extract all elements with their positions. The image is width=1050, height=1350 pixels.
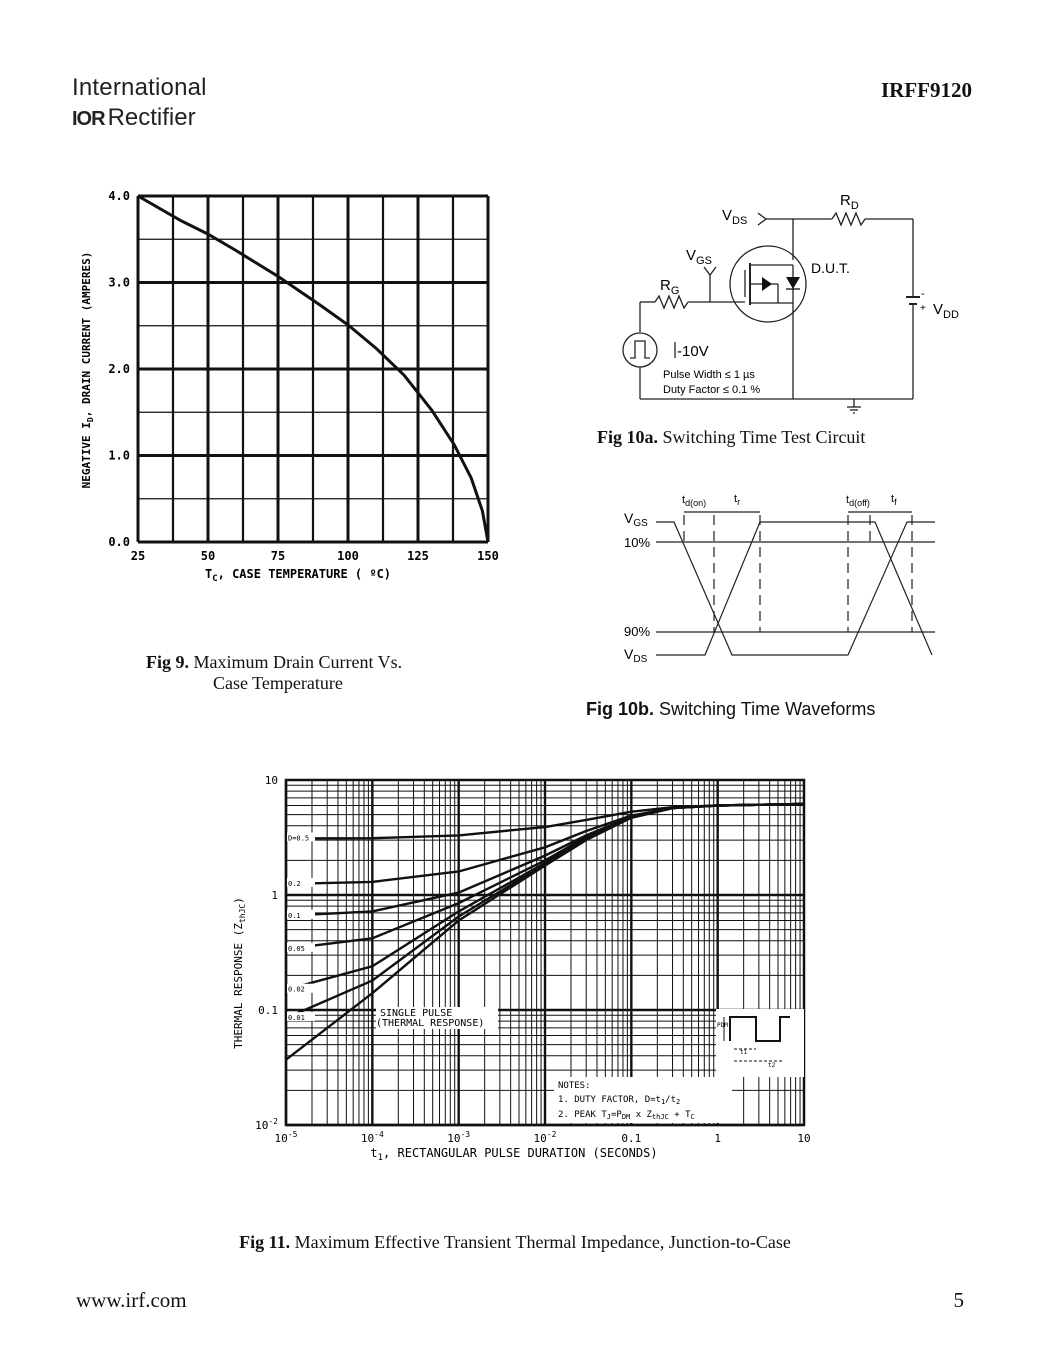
note-1: 1. DUTY FACTOR, $D=t_1/t_2$ — [558, 1095, 681, 1106]
fig11-series-label: 0.02 — [288, 985, 305, 994]
footer-url[interactable]: www.irf.com — [76, 1288, 187, 1312]
fig11-series-labels — [287, 832, 315, 1022]
fig9-chart — [60, 180, 510, 600]
fig11-x-tick-label: $10^{-5}$ — [274, 1130, 298, 1145]
page-number: 5 — [953, 1288, 964, 1312]
fig9-caption-text-1: Maximum Drain Current Vs. — [193, 652, 403, 672]
vdd-label: $V_{DD}$ — [933, 301, 959, 321]
ninety-percent-label: 90% — [624, 624, 651, 639]
dut-label: D.U.T. — [811, 260, 850, 276]
fig9-y-tick-labels — [108, 189, 130, 549]
fig9-x-tick-label: 25 — [130, 549, 146, 563]
fig11-series-label: 0.01 — [288, 1014, 305, 1023]
company-name-line1: International — [72, 74, 207, 101]
fig11-x-tick-label: $10^{-4}$ — [360, 1130, 384, 1145]
vdd-polarity-plus: + — [920, 303, 926, 314]
body-diode-symbol — [786, 277, 800, 289]
fig11-chart — [220, 765, 830, 1175]
fig9-x-axis-label: $T_C$, CASE TEMPERATURE ( ºC) — [204, 567, 392, 584]
single-pulse-label-2: (THERMAL RESPONSE) — [376, 1018, 485, 1029]
fig11-series-label: D=0.5 — [288, 834, 310, 843]
fig9-x-tick-label: 125 — [407, 549, 429, 563]
fig11-y-tick-label: 10 — [264, 774, 278, 787]
fig11-x-tick-label: 1 — [714, 1132, 721, 1145]
fig9-caption-label: Fig 9. — [146, 652, 189, 672]
part-number: IRFF9120 — [881, 78, 972, 102]
ten-percent-label: 10% — [624, 535, 651, 550]
vds-label: $V_{DS}$ — [624, 646, 648, 665]
fig10b-caption-text: Switching Time Waveforms — [659, 699, 876, 719]
fig11-series-label: 0.1 — [288, 911, 301, 920]
pulse-width-label: Pulse Width ≤ 1 µs — [663, 369, 755, 381]
inset-t2-label: t2 — [768, 1062, 776, 1069]
fig11-x-tick-label: 0.1 — [621, 1132, 642, 1145]
vgs-label: $V_{GS}$ — [624, 510, 648, 529]
rd-resistor — [832, 213, 865, 225]
single-pulse-label-1: SINGLE PULSE — [380, 1008, 453, 1019]
fig11-series-label: 0.05 — [288, 944, 305, 953]
vds-label: $V_{DS}$ — [722, 207, 748, 227]
fig9-grid — [138, 196, 488, 542]
company-name-line2 — [72, 104, 196, 132]
fig9-y-tick-label: 4.0 — [108, 189, 130, 203]
fig11-x-tick-label: $10^{-2}$ — [533, 1130, 557, 1145]
fig11-y-tick-label: $10^{-2}$ — [255, 1117, 278, 1132]
ior-logo: IOR — [72, 108, 105, 130]
fig9-x-tick-label: 50 — [200, 549, 216, 563]
vds-terminal-symbol — [758, 213, 766, 225]
fig11-caption — [0, 1232, 1030, 1253]
fig9-x-tick-labels — [131, 549, 499, 563]
fig11-x-tick-label: $10^{-3}$ — [447, 1130, 471, 1145]
channel-arrow — [762, 277, 772, 291]
company-name-rectifier: Rectifier — [107, 104, 196, 131]
fig11-y-tick-label: 1 — [271, 889, 278, 902]
notes-title: NOTES: — [558, 1081, 591, 1091]
fig9-y-tick-label: 1.0 — [108, 448, 130, 463]
fig9-x-tick-label: 75 — [270, 549, 286, 563]
vdd-polarity-minus: - — [921, 288, 925, 300]
fig9-x-tick-label: 150 — [477, 549, 499, 563]
fig9-y-axis-label: NEGATIVE $I_D$, DRAIN CURRENT (AMPERES) — [80, 251, 95, 489]
note-2: 2. PEAK $T_J=P_{DM}$ x $Z_{thJC} + T_C$ — [558, 1110, 695, 1121]
fig10a-caption — [597, 427, 865, 448]
fig11-x-tick-labels — [275, 1130, 811, 1145]
fig9-y-tick-label: 2.0 — [108, 362, 130, 376]
fig11-y-tick-label: 0.1 — [258, 1004, 278, 1017]
source-voltage-label: -10V — [677, 343, 709, 360]
fig11-caption-label: Fig 11. — [239, 1232, 291, 1252]
inset-pdm-label: PDM — [717, 1022, 728, 1029]
tf-label: $t_f$ — [891, 493, 897, 507]
rg-resistor — [655, 296, 688, 308]
tr-label: $t_r$ — [734, 493, 741, 507]
rg-label: $R_G$ — [660, 277, 680, 297]
fig9-y-tick-label: 3.0 — [108, 275, 130, 290]
fig11-caption-text: Maximum Effective Transient Thermal Impedance, Junction-to-Case — [294, 1232, 791, 1252]
fig10a-caption-text: Switching Time Test Circuit — [662, 427, 866, 447]
fig9-caption-text-2: Case Temperature — [213, 673, 343, 693]
fig11-y-tick-labels — [255, 774, 278, 1132]
fig9-x-tick-label: 100 — [337, 549, 359, 563]
fig10b-caption — [586, 699, 875, 720]
fig11-x-tick-label: 10 — [797, 1132, 811, 1145]
fig9-caption — [146, 652, 402, 694]
td-off-label: $t_{d(off)}$ — [846, 494, 870, 508]
fig11-x-axis-label: $t_1$, RECTANGULAR PULSE DURATION (SECONDS) — [370, 1146, 658, 1163]
inset-t1-label: t1 — [740, 1049, 748, 1056]
fig9-y-tick-label: 0.0 — [108, 535, 130, 549]
fig11-series-label: 0.2 — [288, 879, 301, 888]
rd-label: $R_D$ — [840, 192, 859, 212]
fig10b-waveforms — [610, 485, 940, 675]
vgs-label: $V_{GS}$ — [686, 247, 712, 267]
pulse-source — [623, 333, 657, 367]
fig10a-caption-label: Fig 10a. — [597, 427, 658, 447]
fig11-y-axis-label: THERMAL RESPONSE $(Z_{thJC})$ — [232, 897, 247, 1049]
fig10b-caption-label: Fig 10b. — [586, 699, 655, 719]
fig10a-circuit — [600, 185, 990, 420]
pulse-diagram-inset — [716, 1009, 804, 1077]
duty-factor-label: Duty Factor ≤ 0.1 % — [663, 384, 761, 396]
td-on-label: $t_{d(on)}$ — [682, 494, 707, 508]
